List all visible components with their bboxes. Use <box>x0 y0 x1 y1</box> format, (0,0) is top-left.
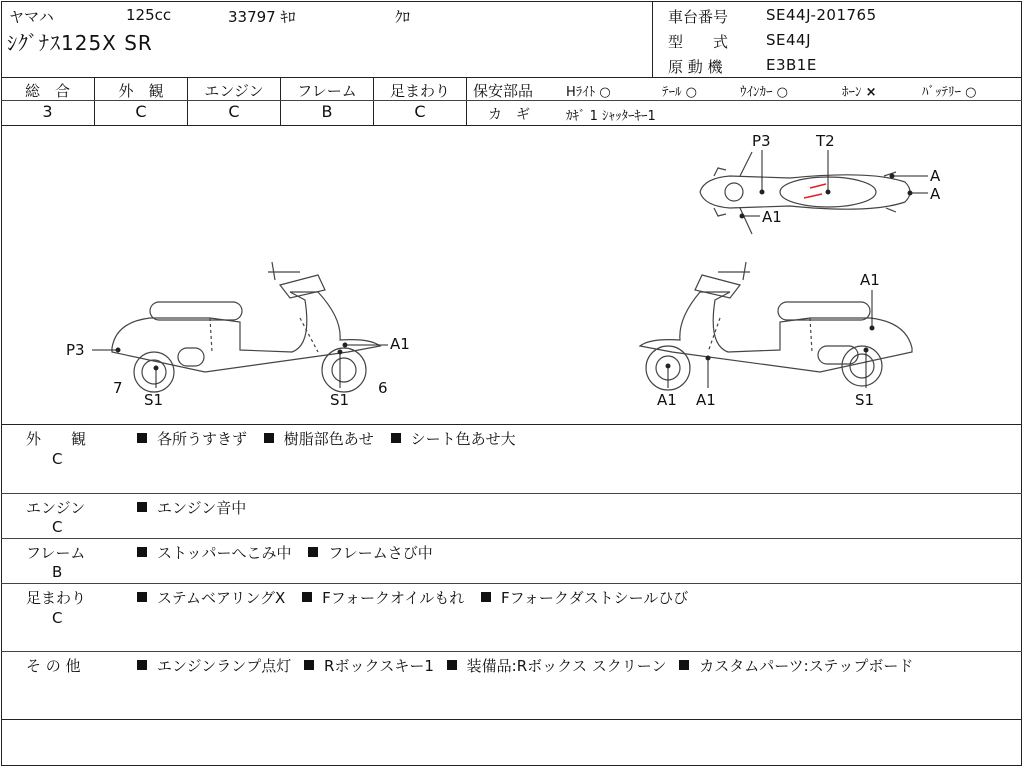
remark-row-line <box>1 583 1022 584</box>
battery-mark: ○ <box>965 85 977 100</box>
bullet-square-icon <box>137 592 147 602</box>
label-6: 6 <box>378 379 388 397</box>
bullet-square-icon <box>308 547 318 557</box>
safety-item-tail: ﾃｰﾙ ○ <box>662 85 697 100</box>
mirror-outline <box>718 262 750 280</box>
grade-value-exterior: C <box>135 102 147 121</box>
safety-item-headlight: Hﾗｲﾄ ○ <box>566 85 611 100</box>
remarks-bottom-rule <box>1 719 1022 720</box>
remark-item: Fフォークオイルもれ <box>302 589 464 607</box>
remark-items-exterior <box>137 428 528 449</box>
remark-grade-exterior: C <box>52 450 63 468</box>
mirror-outline <box>268 262 300 280</box>
remark-items-frame <box>137 542 445 563</box>
body-outline <box>640 292 912 372</box>
bullet-square-icon <box>391 433 401 443</box>
remark-category-engine: エンジン <box>26 499 86 517</box>
point-dot <box>706 356 710 360</box>
label-7: 7 <box>113 379 123 397</box>
bullet-square-icon <box>302 592 312 602</box>
label-s1-left: S1 <box>144 391 164 409</box>
remark-category-frame: フレーム <box>26 544 86 562</box>
grade-value-frame: B <box>321 102 333 121</box>
label-s1-right: S1 <box>855 391 875 409</box>
color: ｸﾛ <box>395 8 411 26</box>
frame-no-label: 車台番号 <box>668 8 729 26</box>
mileage: 33797 ｷﾛ <box>228 8 296 26</box>
remark-category-other: そ の 他 <box>26 657 81 675</box>
bullet-square-icon <box>304 660 314 670</box>
panel-seam <box>210 318 318 352</box>
point-dot <box>908 191 912 195</box>
label-a-top-1: A <box>930 167 941 185</box>
body-top <box>700 175 910 209</box>
label-t2: T2 <box>816 132 835 150</box>
rear-wheel <box>134 352 174 392</box>
panel-seam <box>708 318 812 352</box>
remark-row-line <box>1 538 1022 539</box>
point-dot <box>826 190 830 194</box>
bullet-square-icon <box>447 660 457 670</box>
engine-label: 原 動 機 <box>668 58 723 76</box>
seat-outline <box>778 302 870 320</box>
handlebar-top <box>740 152 752 234</box>
remark-item: Rボックスキー1 <box>304 657 434 675</box>
point-dot <box>154 366 158 370</box>
remark-grade-engine: C <box>52 518 63 536</box>
maker: ヤマハ <box>9 8 54 26</box>
engine-value: E3B1E <box>766 56 817 74</box>
remark-item: ストッパーへこみ中 <box>137 544 292 562</box>
remark-row-line <box>1 493 1022 494</box>
label-p3-left: P3 <box>66 341 85 359</box>
remark-item: 各所うすきず <box>137 430 247 448</box>
safety-label: 保安部品 <box>473 82 534 100</box>
remark-item: フレームさび中 <box>308 544 432 562</box>
remark-item: ステムベアリングX <box>137 589 285 607</box>
remark-grade-frame: B <box>52 563 63 581</box>
rear-hub <box>142 360 166 384</box>
safety-item-horn: ﾎｰﾝ × <box>842 85 877 100</box>
label-a1-right: A1 <box>860 271 880 289</box>
safety-item-battery: ﾊﾞｯﾃﾘｰ ○ <box>922 85 977 100</box>
type-label: 型 式 <box>668 33 729 51</box>
key-label: カ ギ <box>488 107 530 123</box>
remark-items-other <box>137 655 913 676</box>
damage-mark-t2 <box>804 184 826 198</box>
label-a1-right-3: A1 <box>696 391 716 409</box>
displacement: 125cc <box>126 6 172 24</box>
grade-value-suspension: C <box>414 102 426 121</box>
headlight-top <box>725 183 743 201</box>
grade-header-total: 総 合 <box>24 82 70 100</box>
grade-header-engine: エンジン <box>204 82 264 100</box>
tail-mark: ○ <box>685 85 697 100</box>
label-a1-top: A1 <box>762 208 782 226</box>
point-dot <box>116 348 120 352</box>
headlight-mark: ○ <box>599 85 611 100</box>
point-dot <box>338 350 342 354</box>
label-a1-right-2: A1 <box>657 391 677 409</box>
label-a1-left: A1 <box>390 335 410 353</box>
remark-item: 装備品:Rボックス スクリーン <box>447 657 667 675</box>
remark-items-suspension <box>137 587 700 608</box>
remark-item: エンジン音中 <box>137 499 246 517</box>
handle-outline <box>695 275 740 298</box>
mirror-top <box>714 168 726 216</box>
point-dot <box>890 174 894 178</box>
muffler-outline <box>178 348 204 366</box>
bullet-square-icon <box>679 660 689 670</box>
bullet-square-icon <box>137 433 147 443</box>
handle-outline <box>280 275 325 298</box>
point-dot <box>870 326 874 330</box>
front-wheel <box>322 348 366 392</box>
remark-item: Fフォークダストシールひび <box>481 589 688 607</box>
diagram-bottom-rule <box>1 424 1022 425</box>
horn-mark: × <box>865 85 877 100</box>
label-p3-top: P3 <box>752 132 771 150</box>
grade-value-engine: C <box>228 102 240 121</box>
bullet-square-icon <box>137 660 147 670</box>
seat-outline <box>150 302 242 320</box>
bullet-square-icon <box>264 433 274 443</box>
bullet-square-icon <box>481 592 491 602</box>
scratch-mark <box>804 184 826 198</box>
grade-header-frame: フレーム <box>297 82 357 100</box>
leader-lines <box>92 150 928 388</box>
grade-value-total: 3 <box>42 102 53 121</box>
remark-item: エンジンランプ点灯 <box>137 657 291 675</box>
remark-row-line <box>1 651 1022 652</box>
remark-category-exterior: 外 観 <box>26 430 87 448</box>
type-value: SE44J <box>766 31 812 49</box>
remark-category-suspension: 足まわり <box>26 589 87 607</box>
remark-grade-suspension: C <box>52 609 63 627</box>
bullet-square-icon <box>137 547 147 557</box>
winker-mark: ○ <box>776 85 788 100</box>
bullet-square-icon <box>137 502 147 512</box>
model-name: ｼｸﾞﾅｽ125X SR <box>7 31 153 55</box>
label-a-top-2: A <box>930 185 941 203</box>
point-dot <box>343 343 347 347</box>
safety-item-winker: ｳｲﾝｶｰ ○ <box>740 85 788 100</box>
point-dot <box>666 364 670 368</box>
remark-item: シート色あせ大 <box>391 430 516 448</box>
rear-hub <box>850 354 874 378</box>
front-hub <box>332 358 356 382</box>
key-value: ｶｷﾞ 1 ｼｬｯﾀｰｷｰ1 <box>566 109 656 124</box>
label-s1-left-2: S1 <box>330 391 350 409</box>
remark-item: カスタムパーツ:ステップボード <box>679 657 913 675</box>
grade-header-exterior: 外 観 <box>118 82 164 100</box>
remark-item: 樹脂部色あせ <box>264 430 374 448</box>
point-dot <box>740 214 744 218</box>
frame-no: SE44J-201765 <box>766 6 877 24</box>
point-dot <box>760 190 764 194</box>
point-dot <box>864 348 868 352</box>
remark-items-engine <box>137 497 258 518</box>
grade-header-suspension: 足まわり <box>389 82 450 100</box>
top-view <box>700 152 910 234</box>
